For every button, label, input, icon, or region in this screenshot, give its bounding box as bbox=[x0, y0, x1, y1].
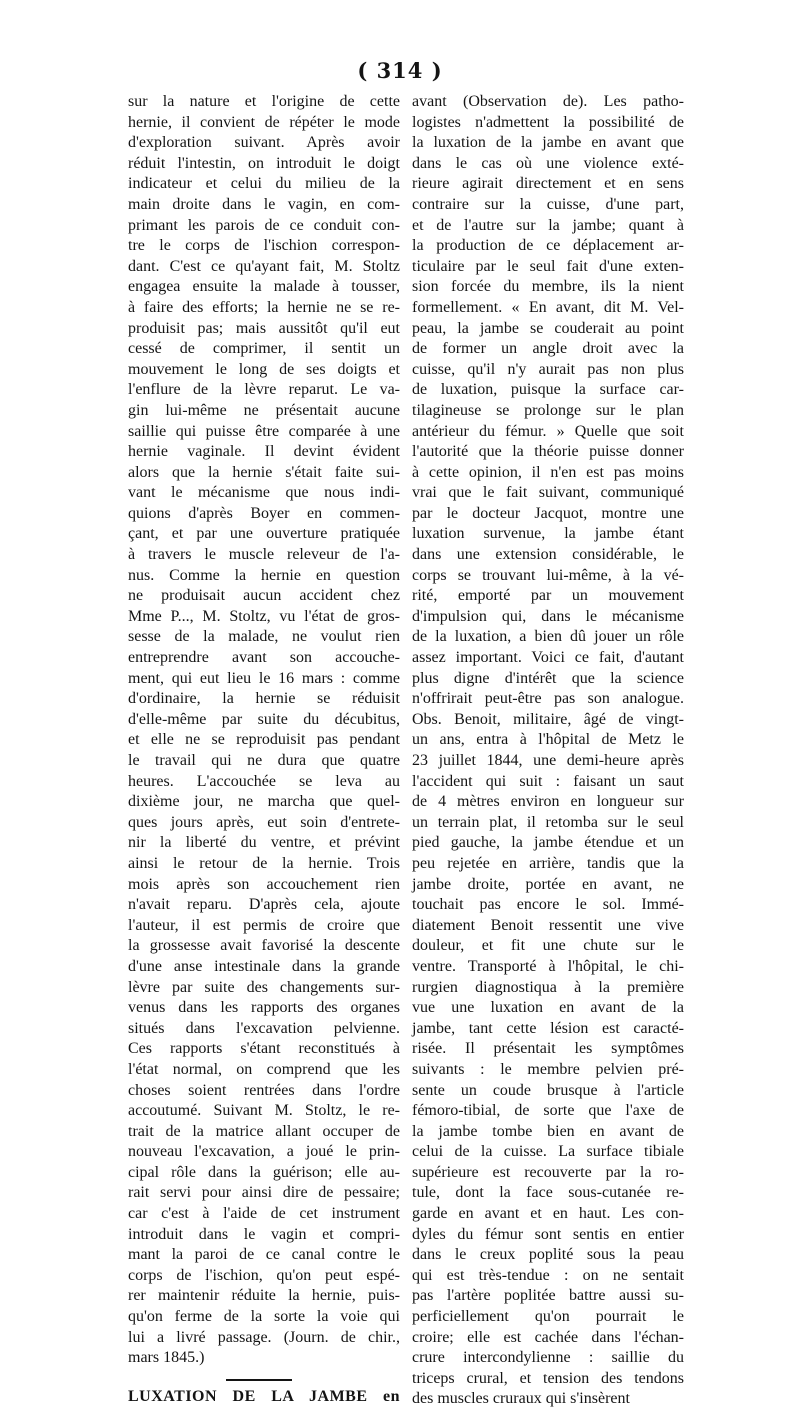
text-line: tre le corps de l'ischion correspon- bbox=[128, 237, 400, 255]
text-line: accoutumé. Suivant M. Stoltz, le re- bbox=[128, 1102, 400, 1120]
text-line: rité, emporté par un mouvement bbox=[412, 587, 684, 605]
text-line: avant (Observation de). Les patho- bbox=[412, 93, 684, 110]
text-line: corps de l'ischion, qu'on peut espé- bbox=[128, 1266, 400, 1284]
text-line: supérieure est recouverte par la ro- bbox=[412, 1163, 684, 1181]
text-line: antérieur du fémur. » Quelle que soit bbox=[412, 422, 684, 440]
text-line: contraire sur la cuisse, d'une part, bbox=[412, 195, 684, 213]
text-line: perficiellement qu'on pourrait le bbox=[412, 1308, 684, 1326]
text-line: saillie qui puisse être comparée à une bbox=[128, 422, 400, 440]
text-line: logistes n'admettent la possibilité de bbox=[412, 113, 684, 131]
text-line: ques jours après, eut soin d'entrete- bbox=[128, 813, 400, 831]
text-line: dans une extension considérable, le bbox=[412, 546, 684, 564]
text-line: nir la liberté du ventre, et prévint bbox=[128, 834, 400, 852]
text-line: rait servi pour ainsi dire de pessaire; bbox=[128, 1184, 400, 1202]
text-line: de former un angle droit avec la bbox=[412, 340, 684, 358]
text-line: la jambe tombe bien en avant de bbox=[412, 1122, 684, 1140]
text-line: dant. C'est ce qu'ayant fait, M. Stoltz bbox=[128, 257, 400, 275]
text-line: plus digne d'intérêt que la science bbox=[412, 669, 684, 687]
text-line: vue une luxation en avant de la bbox=[412, 999, 684, 1017]
text-line: l'accident qui suit : faisant un saut bbox=[412, 772, 684, 790]
text-line: lèvre par suite des changements sur- bbox=[128, 978, 400, 996]
text-line: introduit dans le vagin et compri- bbox=[128, 1225, 400, 1243]
text-line: pied gauche, la jambe étendue et un bbox=[412, 834, 684, 852]
text-line: tilagineuse se prolonge sur le plan bbox=[412, 401, 684, 419]
text-line: produisit pas; mais aussitôt qu'il eut bbox=[128, 319, 400, 337]
text-line: n'offrirait peut-être pas son analogue. bbox=[412, 690, 684, 708]
text-line: sente un coude brusque à l'article bbox=[412, 1081, 684, 1099]
text-line: hernie vaginale. Il devint évident bbox=[128, 443, 400, 461]
text-line: la grossesse avait favorisé la descente bbox=[128, 937, 400, 955]
text-line: touchait pas encore le sol. Immé- bbox=[412, 896, 684, 914]
text-line: cipal rôle dans la guérison; elle au- bbox=[128, 1163, 400, 1181]
text-line: dyles du fémur sont sentis en entier bbox=[412, 1225, 684, 1243]
section-heading: LUXATION DE LA JAMBE en bbox=[128, 1387, 400, 1405]
text-line: n'avait reparu. D'après cela, ajoute bbox=[128, 896, 400, 914]
text-line: diatement Benoit ressentit une vive bbox=[412, 916, 684, 934]
text-line: tule, dont la face sous-cutanée re- bbox=[412, 1184, 684, 1202]
text-line: à faire des efforts; la hernie ne se re- bbox=[128, 298, 400, 316]
page-number: ( 314 ) bbox=[357, 58, 443, 83]
text-line: çant, et par une ouverture pratiquée bbox=[128, 525, 400, 543]
text-line: qui est très-tendue : on ne sentait bbox=[412, 1266, 684, 1284]
text-line: et de l'autre sur la jambe; quant à bbox=[412, 216, 684, 234]
text-line: d'impulsion qui, dans le mécanisme bbox=[412, 607, 684, 625]
text-line: ainsi le retour de la hernie. Trois bbox=[128, 854, 400, 872]
text-line: dans le creux poplité sous la peau bbox=[412, 1246, 684, 1264]
text-line: celui de la cuisse. La surface tibiale bbox=[412, 1143, 684, 1161]
text-line: cuisse, qu'il n'y aurait pas non plus bbox=[412, 360, 684, 378]
text-line: rer maintenir réduite la hernie, puis- bbox=[128, 1287, 400, 1305]
text-line: par le docteur Jacquot, montre une bbox=[412, 504, 684, 522]
text-line: d'ordinaire, la hernie se réduisit bbox=[128, 690, 400, 708]
text-line: peau, la jambe se couderait au point bbox=[412, 319, 684, 337]
text-line: mouvement le long de ses doigts et bbox=[128, 360, 400, 378]
text-line: fémoro-tibial, de sorte que l'axe de bbox=[412, 1102, 684, 1120]
text-line: quions d'après Boyer en commen- bbox=[128, 504, 400, 522]
text-line: et elle ne se reproduisit pas pendant bbox=[128, 731, 400, 749]
text-line: sion forcée du membre, ils la nient bbox=[412, 278, 684, 296]
text-line: risée. Il présentait les symptômes bbox=[412, 1040, 684, 1058]
text-line: assez important. Voici ce fait, d'autant bbox=[412, 649, 684, 667]
text-line: ticulaire par le seul fait d'une exten- bbox=[412, 257, 684, 275]
text-line: de luxation, puisque la surface car- bbox=[412, 381, 684, 399]
text-line: l'autorité que la théorie puisse donner bbox=[412, 443, 684, 461]
text-line: pas l'artère poplitée battre aussi su- bbox=[412, 1287, 684, 1305]
text-line: alors que la hernie s'était faite sui- bbox=[128, 463, 400, 481]
text-line: mant la paroi de ce canal contre le bbox=[128, 1246, 400, 1264]
text-line: rurgien diagnostiqua à la première bbox=[412, 978, 684, 996]
text-line: des muscles cruraux qui s'insèrent bbox=[412, 1390, 630, 1408]
text-line: triceps crural, et tension des tendons bbox=[412, 1369, 684, 1387]
text-line: primant les parois de ce conduit con- bbox=[128, 216, 400, 234]
text-line: l'enflure de la lèvre reparut. Le va- bbox=[128, 381, 400, 399]
text-line: ventre. Transporté à l'hôpital, le chi- bbox=[412, 957, 684, 975]
text-line: Mme P..., M. Stoltz, vu l'état de gros- bbox=[128, 607, 400, 625]
text-line: garde en avant et en haut. Les con- bbox=[412, 1205, 684, 1223]
text-line: à travers le muscle releveur de l'a- bbox=[128, 546, 400, 564]
text-line: main droite dans le vagin, en com- bbox=[128, 195, 400, 213]
text-line: sesse de la malade, ne voulut rien bbox=[128, 628, 400, 646]
text-line: formellement. « En avant, dit M. Vel- bbox=[412, 298, 684, 316]
text-line: de 4 mètres environ en longueur sur bbox=[412, 793, 684, 811]
text-line: suivants : le membre pelvien pré- bbox=[412, 1060, 684, 1078]
text-line: nus. Comme la hernie en question bbox=[128, 566, 400, 584]
text-line: sur la nature et l'origine de cette bbox=[128, 93, 400, 110]
text-line: un ans, entra à l'hôpital de Metz le bbox=[412, 731, 684, 749]
text-line: Obs. Benoit, militaire, âgé de vingt- bbox=[412, 710, 684, 728]
text-line: ment, qui eut lieu le 16 mars : comme bbox=[128, 669, 400, 687]
text-line: de la luxation, a bien dû jouer un rôle bbox=[412, 628, 684, 646]
text-line: l'état normal, on comprend que les bbox=[128, 1060, 400, 1078]
text-line: jambe, tant cette lésion est caracté- bbox=[412, 1019, 684, 1037]
text-line: l'auteur, il est permis de croire que bbox=[128, 916, 400, 934]
text-line: engagea ensuite la malade à tousser, bbox=[128, 278, 400, 296]
text-line: nouveau l'excavation, a joué le prin- bbox=[128, 1143, 400, 1161]
text-line: vant le mécanisme que nous indi- bbox=[128, 484, 400, 502]
text-line: situés dans l'excavation pelvienne. bbox=[128, 1019, 400, 1037]
text-line: croire; elle est cachée dans l'échan- bbox=[412, 1328, 684, 1346]
text-line: car c'est à l'aide de cet instrument bbox=[128, 1205, 400, 1223]
text-line: d'une anse intestinale dans la grande bbox=[128, 957, 400, 975]
section-divider bbox=[226, 1379, 292, 1381]
text-line: la luxation de la jambe en avant que bbox=[412, 134, 684, 152]
text-line: rieure agirait directement et en sens bbox=[412, 175, 684, 193]
text-line: la production de ce déplacement ar- bbox=[412, 237, 684, 255]
text-line: indicateur et celui du milieu de la bbox=[128, 175, 400, 193]
left-text-column bbox=[128, 92, 400, 1407]
text-line: venus dans les rapports des organes bbox=[128, 999, 400, 1017]
text-line: le travail qui ne dura que quatre bbox=[128, 752, 400, 769]
text-line: douleur, et fit une chute sur le bbox=[412, 937, 684, 955]
text-line: gin lui-même ne présentait aucune bbox=[128, 401, 400, 419]
text-line: à cette opinion, il n'en est pas moins bbox=[412, 463, 684, 481]
text-line: mois après son accouchement rien bbox=[128, 875, 400, 893]
text-line: lui a livré passage. (Journ. de chir., bbox=[128, 1328, 400, 1346]
text-line: ne produisait aucun accident chez bbox=[128, 587, 400, 605]
text-line: Ces rapports s'étant reconstitués à bbox=[128, 1040, 400, 1058]
text-line: entreprendre avant son accouche- bbox=[128, 649, 400, 667]
text-line: vrai que le fait suivant, communiqué bbox=[412, 484, 684, 502]
text-line: trait de la matrice allant occuper de bbox=[128, 1122, 400, 1140]
text-line: heures. L'accouchée se leva au bbox=[128, 772, 400, 790]
text-line: luxation survenue, la jambe étant bbox=[412, 525, 684, 543]
text-line: corps se trouvant lui-même, à la vé- bbox=[412, 566, 684, 584]
text-line: dans le cas où une violence exté- bbox=[412, 154, 684, 172]
text-line: d'exploration suivant. Après avoir bbox=[128, 134, 400, 152]
right-text-column bbox=[412, 92, 684, 1410]
text-line: jambe droite, portée en avant, ne bbox=[412, 875, 684, 893]
text-line: un terrain plat, il retomba sur le seul bbox=[412, 813, 684, 831]
text-line: crure intercondylienne : saillie du bbox=[412, 1349, 684, 1367]
text-line: 23 juillet 1844, une demi-heure après bbox=[412, 752, 684, 769]
text-line: choses soient rentrées dans l'ordre bbox=[128, 1081, 400, 1099]
text-line: qu'on ferme de la sorte la voie qui bbox=[128, 1308, 400, 1326]
text-line: dixième jour, ne marcha que quel- bbox=[128, 793, 400, 811]
text-line: cessé de comprimer, il sentit un bbox=[128, 340, 400, 358]
text-line: mars 1845.) bbox=[128, 1349, 205, 1367]
text-line: hernie, il convient de répéter le mode bbox=[128, 113, 400, 131]
text-line: d'elle-même par suite du décubitus, bbox=[128, 710, 400, 728]
text-line: réduit l'intestin, on introduit le doigt bbox=[128, 154, 400, 172]
text-line: peu rejetée en arrière, tandis que la bbox=[412, 854, 684, 872]
